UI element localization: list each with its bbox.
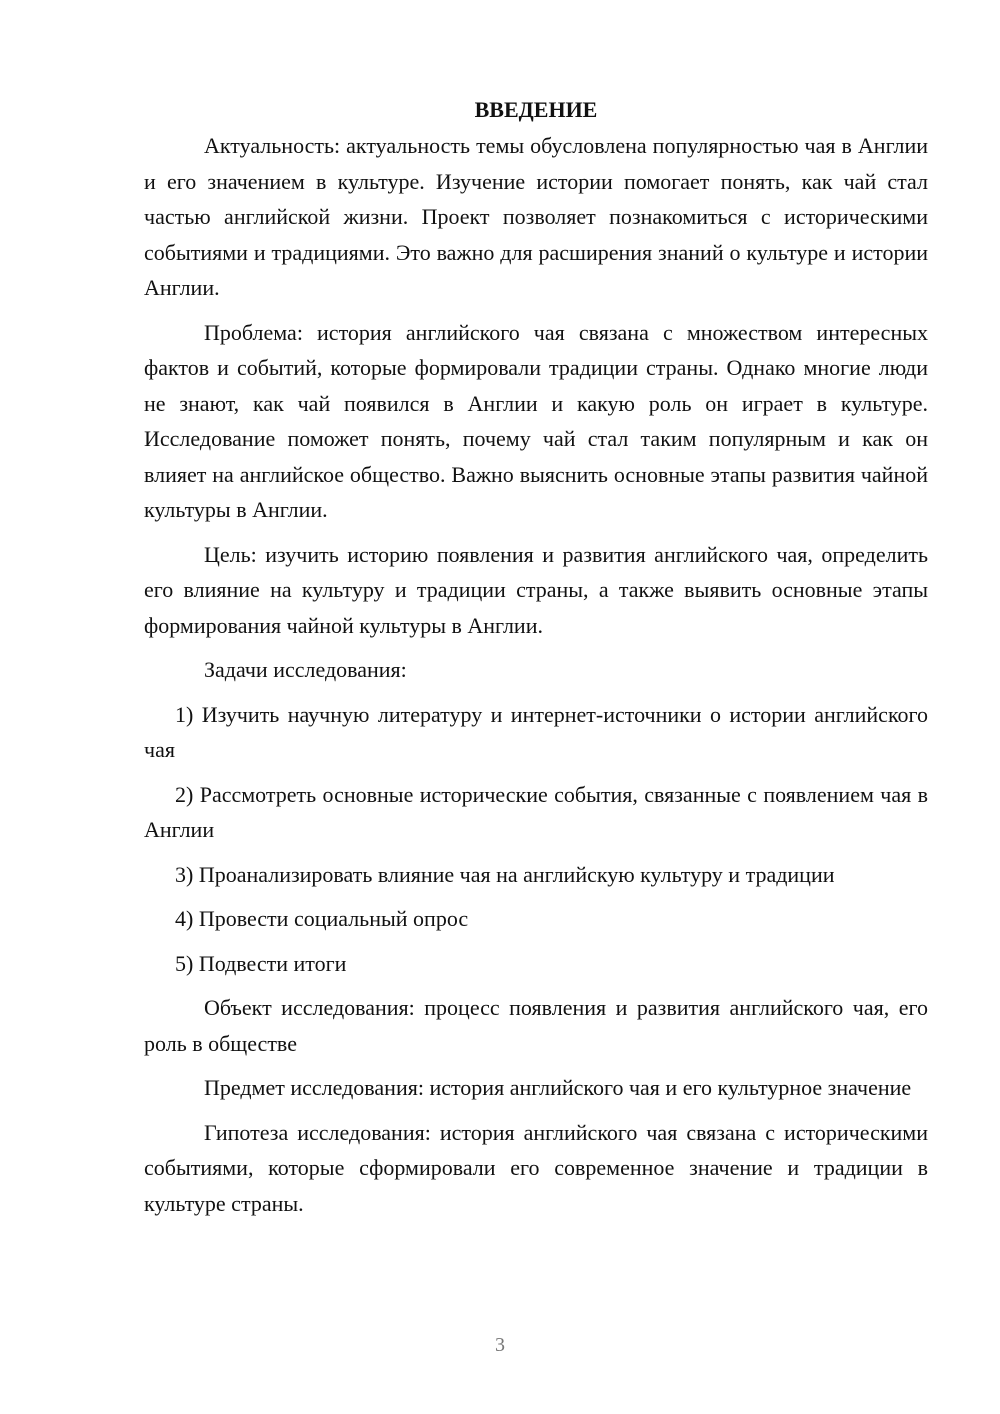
object-paragraph: Объект исследования: процесс появления и развития английского чая, его роль в обществе: [144, 995, 928, 1056]
page-number: 3: [495, 1334, 505, 1356]
hypothesis-paragraph: Гипотеза исследования: история английского чая связана с историческими событиями, которые сформировали его современное значение и традиции в культуре страны.: [144, 1119, 928, 1216]
task-item-5: 5) Подвести итоги: [175, 950, 347, 976]
task-item-3: 3) Проанализировать влияние чая на английскую культуру и традиции: [175, 861, 835, 887]
relevance-paragraph: Актуальность: актуальность темы обусловлена популярностью чая в Англии и его значением в культуре. Изучение истории помогает понять, как чай стал частью английской жизни. Проект позволяет познакомиться с историческими событиями и традициями. Это важно для расширения знаний о культуре и истории Англии.: [144, 133, 928, 300]
document-page: [144, 92, 928, 1230]
task-item-4: 4) Провести социальный опрос: [175, 906, 469, 931]
tasks-heading: Задачи исследования:: [204, 657, 407, 682]
goal-paragraph: Цель: изучить историю появления и развития английского чая, определить его влияние на культуру и традиции страны, а также выявить основные этапы формирования чайной культуры в Англии.: [144, 541, 928, 638]
task-item-1: 1) Изучить научную литературу и интернет-источники о истории английского чая: [144, 701, 928, 762]
page-title: ВВЕДЕНИЕ: [474, 97, 598, 122]
subject-paragraph: Предмет исследования: история английского чая и его культурное значение: [204, 1075, 912, 1100]
problem-paragraph: Проблема: история английского чая связана с множеством интересных фактов и событий, которые формировали традиции страны. Однако многие люди не знают, как чай появился в Англии и какую роль он играет в культуре. Исследование поможет понять, почему чай стал таким популярным и как он влияет на английское общество. Важно выяснить основные этапы развития чайной культуры в Англии.: [144, 319, 928, 522]
task-item-2: 2) Рассмотреть основные исторические события, связанные с появлением чая в Англии: [144, 781, 928, 842]
